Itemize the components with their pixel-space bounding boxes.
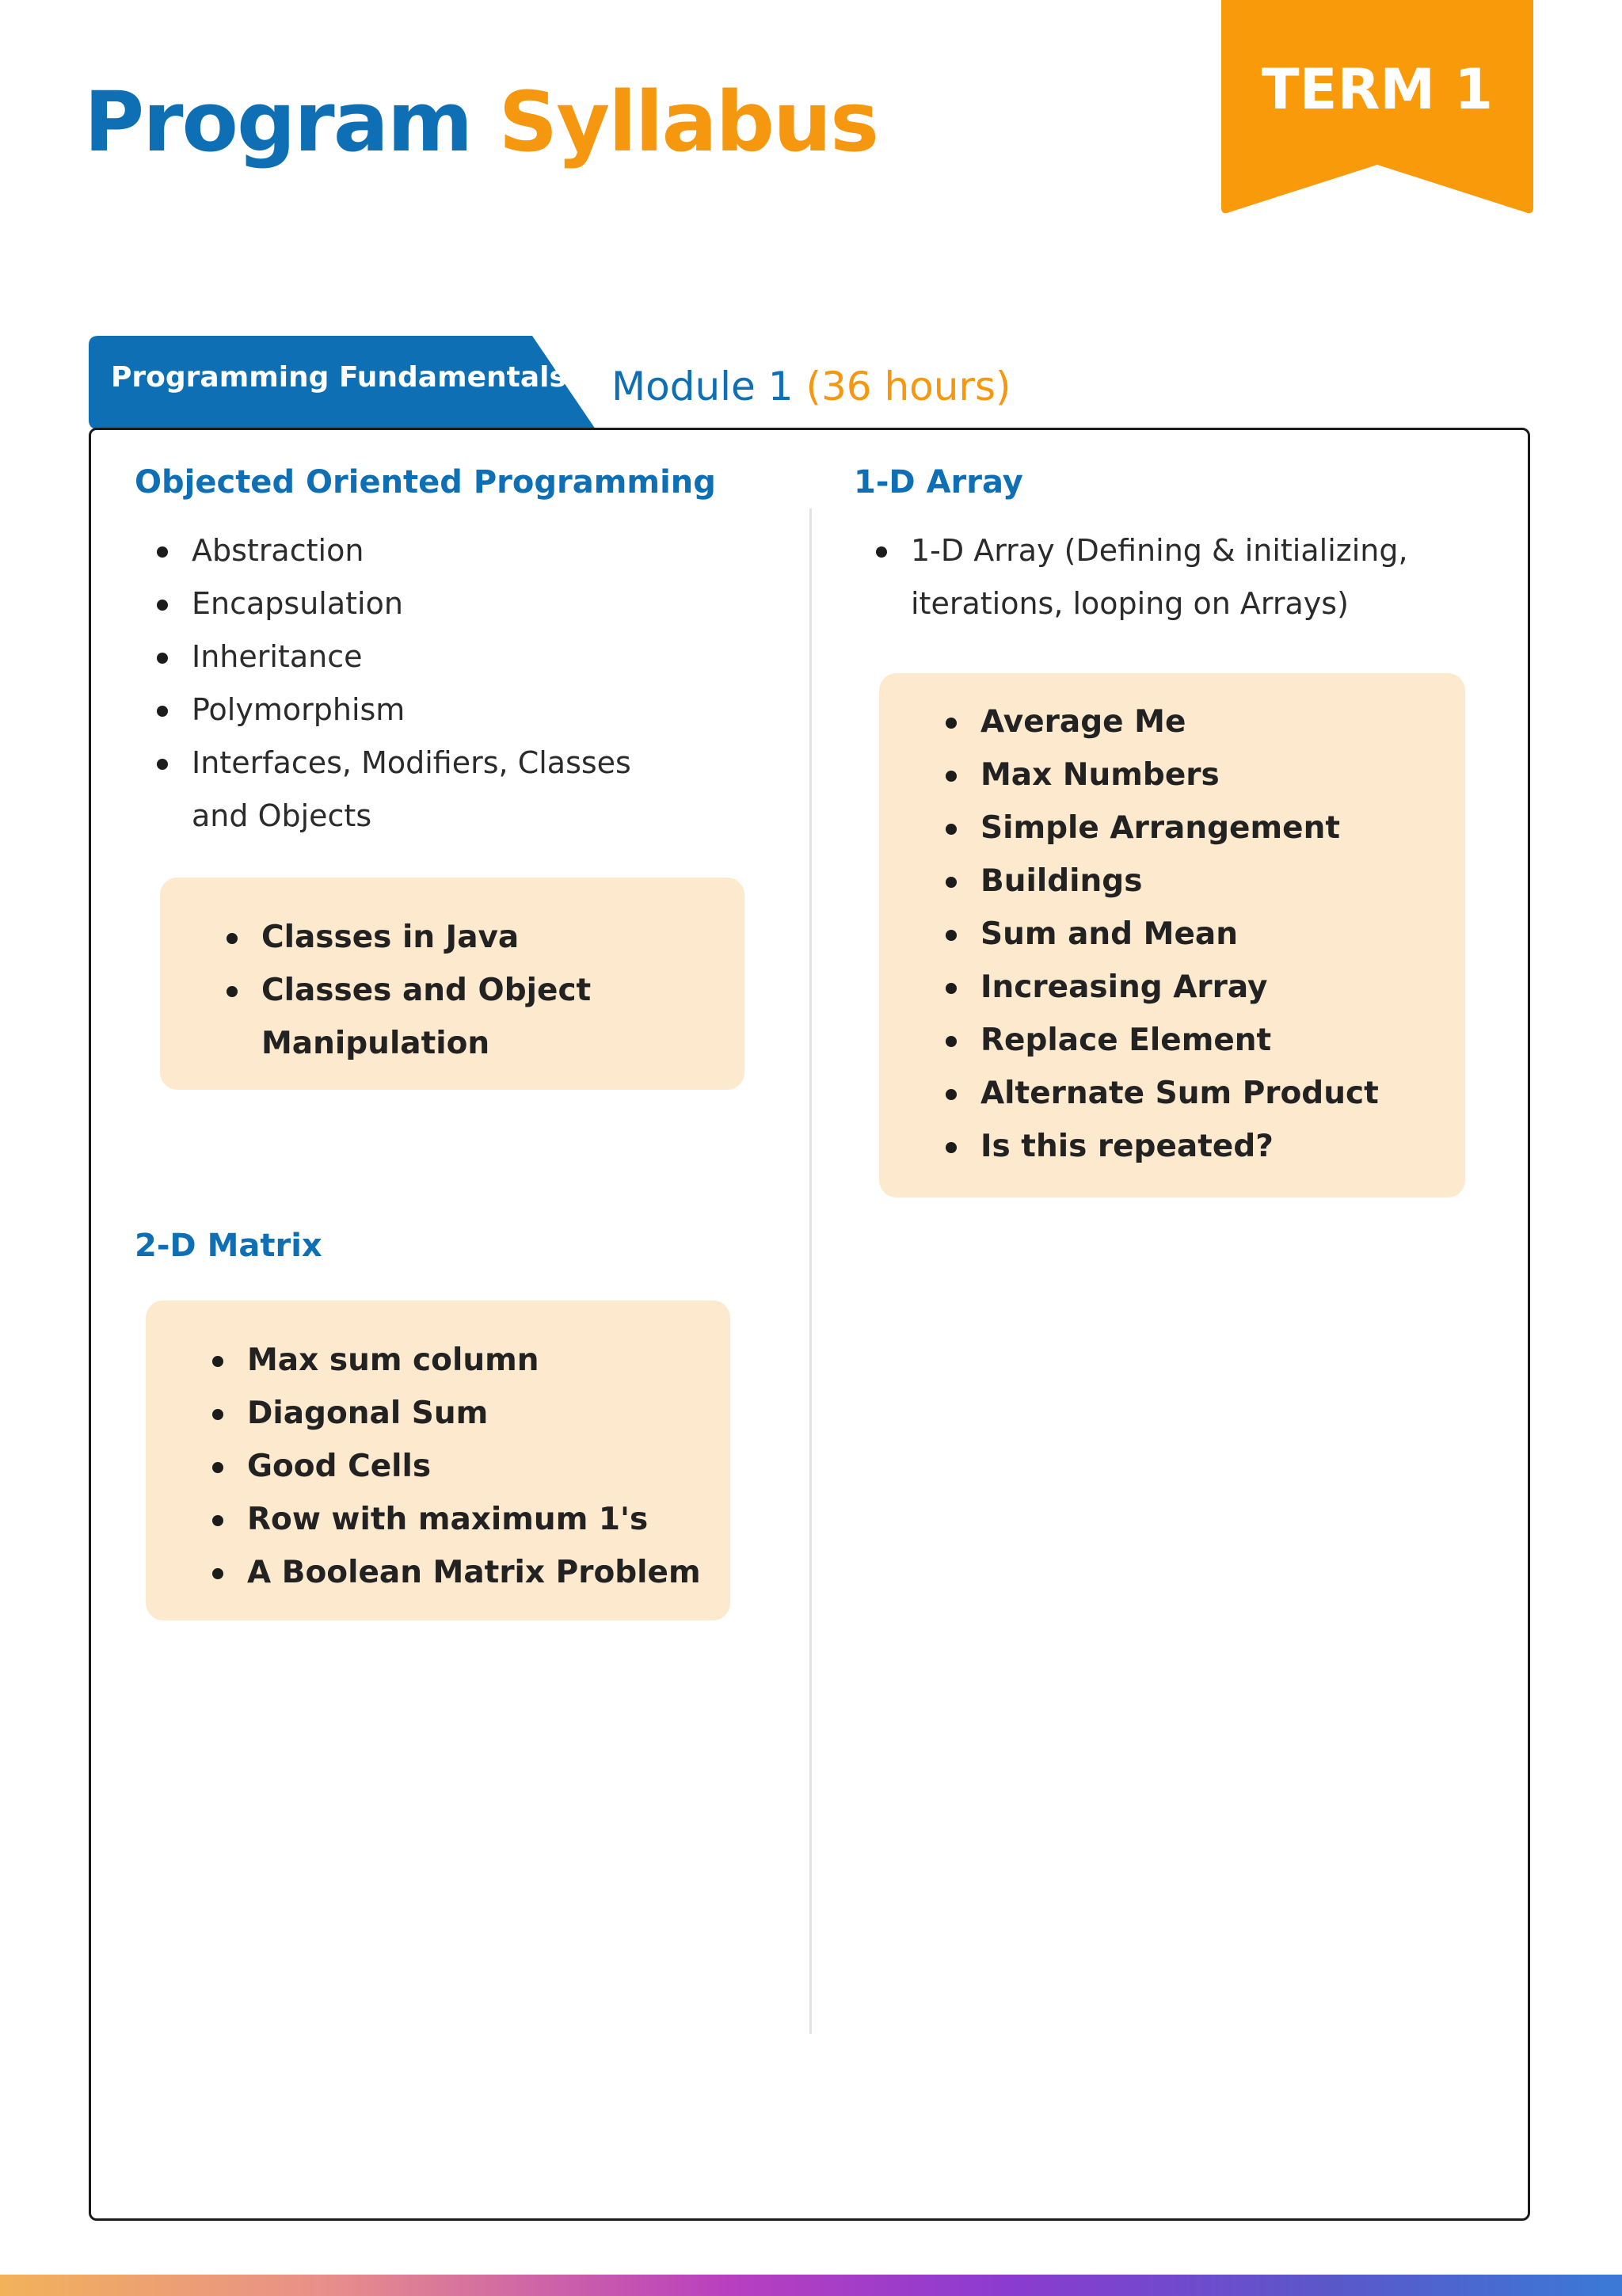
array-problem-box — [879, 673, 1465, 1197]
list-item: Row with maximum 1's — [208, 1493, 730, 1546]
page-title-program: Program — [84, 74, 472, 170]
list-item: Max sum column — [208, 1334, 730, 1387]
matrix-problem-list — [208, 1334, 730, 1599]
module-hours: (36 hours) — [805, 364, 1011, 409]
section-title-array: 1-D Array — [854, 464, 1023, 501]
footer-gradient-bar — [0, 2275, 1622, 2296]
list-item: Encapsulation — [152, 577, 754, 630]
list-item: Diagonal Sum — [208, 1387, 730, 1440]
oop-problem-box — [160, 878, 744, 1090]
list-item: Is this repeated? — [941, 1120, 1465, 1173]
list-item: Replace Element — [941, 1014, 1465, 1067]
list-item: Abstraction — [152, 524, 754, 577]
page-title — [84, 68, 878, 176]
list-item: Good Cells — [208, 1440, 730, 1493]
array-topic-list — [871, 524, 1441, 630]
oop-topic-list — [152, 524, 754, 843]
list-item: Simple Arrangement — [941, 802, 1465, 855]
list-item: Increasing Array — [941, 961, 1465, 1014]
list-item: Classes and Object Manipulation — [222, 964, 618, 1070]
list-item: Buildings — [941, 855, 1465, 908]
list-item: Sum and Mean — [941, 908, 1465, 961]
list-item: Interfaces, Modifiers, Classes and Objects — [152, 737, 683, 843]
oop-problem-list — [222, 911, 744, 1070]
page-title-syllabus: Syllabus — [498, 74, 878, 170]
list-item: Polymorphism — [152, 683, 754, 737]
list-item: Classes in Java — [222, 911, 744, 964]
list-item: 1-D Array (Defining & initializing, iterations, looping on Arrays) — [871, 524, 1441, 630]
term-ribbon — [1221, 0, 1533, 219]
matrix-problem-box — [146, 1300, 730, 1620]
module-tab-label: Programming Fundamentals — [111, 361, 566, 394]
module-name: Module 1 — [611, 364, 794, 409]
list-item: Average Me — [941, 695, 1465, 748]
column-divider — [809, 508, 812, 2034]
module-heading — [611, 360, 1011, 413]
term-label: TERM 1 — [1261, 57, 1494, 122]
list-item: Max Numbers — [941, 748, 1465, 802]
array-problem-list — [941, 695, 1465, 1173]
section-title-matrix: 2-D Matrix — [135, 1228, 322, 1264]
section-title-oop: Objected Oriented Programming — [135, 464, 716, 501]
list-item: Alternate Sum Product — [941, 1067, 1465, 1120]
list-item: A Boolean Matrix Problem — [208, 1546, 730, 1599]
list-item: Inheritance — [152, 630, 754, 683]
